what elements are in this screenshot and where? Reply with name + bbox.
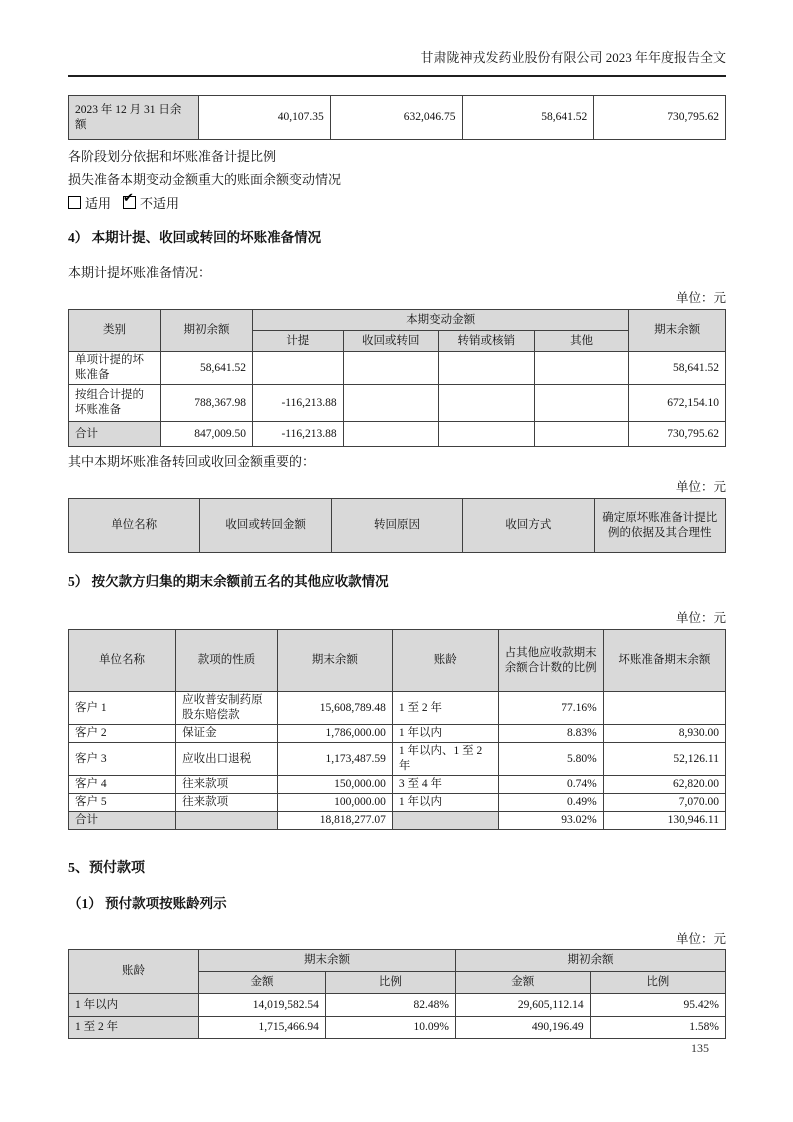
table-cell bbox=[534, 385, 629, 422]
table-header-row bbox=[69, 950, 726, 972]
table-cell: 847,009.50 bbox=[160, 422, 252, 447]
unit-label: 单位：元 bbox=[675, 611, 726, 625]
table-cell bbox=[438, 352, 534, 385]
table-row bbox=[69, 352, 726, 385]
table-cell: 1 年以内 bbox=[392, 725, 498, 743]
table-row bbox=[69, 794, 726, 812]
column-header: 其他 bbox=[534, 331, 629, 352]
section4-heading: 4） 本期计提、收回或转回的坏账准备情况 bbox=[68, 230, 322, 245]
recover-note: 其中本期坏账准备转回或收回金额重要的： bbox=[68, 454, 316, 469]
column-header: 收回方式 bbox=[463, 499, 594, 553]
column-header: 坏账准备期末余额 bbox=[603, 630, 725, 692]
column-header-group: 本期变动金额 bbox=[252, 310, 628, 331]
check-mark-icon: ✔ bbox=[123, 191, 134, 206]
not-applicable-label: 不适用 bbox=[140, 196, 180, 211]
prepayments-subheading: （1） 预付款项按账龄列示 bbox=[68, 896, 227, 911]
note-basis: 各阶段划分依据和坏账准备计提比例 bbox=[68, 149, 277, 164]
column-header-group: 期末余额 bbox=[199, 950, 456, 972]
table-header-row bbox=[69, 630, 726, 692]
table-cell: -116,213.88 bbox=[252, 422, 343, 447]
column-header: 账龄 bbox=[69, 950, 199, 994]
column-header: 确定原坏账准备计提比例的依据及其合理性 bbox=[594, 499, 725, 553]
table-cell: 29,605,112.14 bbox=[455, 994, 590, 1017]
table-cell: 客户 5 bbox=[69, 794, 176, 812]
table-row bbox=[69, 725, 726, 743]
page-number: 135 bbox=[691, 1041, 709, 1055]
table-cell bbox=[534, 352, 629, 385]
table-cell: 客户 1 bbox=[69, 692, 176, 725]
recovery-detail-table bbox=[68, 498, 726, 553]
applicable-label: 适用 bbox=[85, 196, 112, 211]
applicability-line bbox=[68, 191, 726, 212]
column-header: 收回或转回金额 bbox=[200, 499, 331, 553]
table-cell: 1 年以内、1 至 2 年 bbox=[392, 743, 498, 776]
table-row bbox=[69, 692, 726, 725]
table-cell: 672,154.10 bbox=[629, 385, 726, 422]
table-cell bbox=[343, 422, 438, 447]
table-cell: 往来款项 bbox=[176, 794, 278, 812]
table-cell: 10.09% bbox=[325, 1017, 455, 1039]
balance-stage-table bbox=[68, 95, 726, 140]
table-cell: 1.58% bbox=[590, 1017, 725, 1039]
column-header: 期初余额 bbox=[160, 310, 252, 352]
table-cell: 95.42% bbox=[590, 994, 725, 1017]
table-cell: 应收出口退税 bbox=[176, 743, 278, 776]
table-cell: 保证金 bbox=[176, 725, 278, 743]
column-header: 期末余额 bbox=[277, 630, 392, 692]
table-cell: 1,786,000.00 bbox=[277, 725, 392, 743]
note-major-change: 损失准备本期变动金额重大的账面余额变动情况 bbox=[68, 172, 342, 187]
checkbox-checked-icon bbox=[123, 191, 136, 209]
column-header: 单位名称 bbox=[69, 630, 176, 692]
table-cell: 788,367.98 bbox=[160, 385, 252, 422]
table-cell bbox=[176, 812, 278, 830]
table-cell: 490,196.49 bbox=[455, 1017, 590, 1039]
table-cell: 往来款项 bbox=[176, 776, 278, 794]
column-header: 收回或转回 bbox=[343, 331, 438, 352]
table-cell: 130,946.11 bbox=[603, 812, 725, 830]
table-cell: 8.83% bbox=[498, 725, 603, 743]
column-header: 转销或核销 bbox=[438, 331, 534, 352]
table-row bbox=[69, 385, 726, 422]
table-cell bbox=[534, 422, 629, 447]
total-label-cell: 合计 bbox=[69, 422, 161, 447]
table-cell: 8,930.00 bbox=[603, 725, 725, 743]
header-rule bbox=[68, 75, 726, 77]
table-header-row bbox=[69, 310, 726, 331]
column-header: 单位名称 bbox=[69, 499, 200, 553]
table-cell: 62,820.00 bbox=[603, 776, 725, 794]
prepayments-aging-table bbox=[68, 949, 726, 1039]
table-cell: 3 至 4 年 bbox=[392, 776, 498, 794]
table-cell: 15,608,789.48 bbox=[277, 692, 392, 725]
column-header: 账龄 bbox=[392, 630, 498, 692]
table-total-row bbox=[69, 812, 726, 830]
applicable-option bbox=[68, 196, 111, 211]
table-cell: 应收普安制药原股东赔偿款 bbox=[176, 692, 278, 725]
table-row bbox=[69, 743, 726, 776]
table-cell bbox=[343, 352, 438, 385]
table-cell: 58,641.52 bbox=[462, 96, 594, 140]
table-cell: 5.80% bbox=[498, 743, 603, 776]
table-cell: 1,715,466.94 bbox=[199, 1017, 326, 1039]
table-row bbox=[69, 1017, 726, 1039]
table-cell: 18,818,277.07 bbox=[277, 812, 392, 830]
column-header: 占其他应收款期末余额合计数的比例 bbox=[498, 630, 603, 692]
unit-label: 单位：元 bbox=[675, 932, 726, 946]
top5-other-receivables-table bbox=[68, 629, 726, 830]
column-header: 款项的性质 bbox=[176, 630, 278, 692]
table-cell: 1 年以内 bbox=[392, 794, 498, 812]
bad-debt-provision-table bbox=[68, 309, 726, 447]
table-cell: 客户 3 bbox=[69, 743, 176, 776]
row-label-cell: 按组合计提的坏账准备 bbox=[69, 385, 161, 422]
total-label-cell: 合计 bbox=[69, 812, 176, 830]
table-row bbox=[69, 994, 726, 1017]
column-header: 类别 bbox=[69, 310, 161, 352]
table-cell: 82.48% bbox=[325, 994, 455, 1017]
table-cell: 客户 4 bbox=[69, 776, 176, 794]
table-cell: 1,173,487.59 bbox=[277, 743, 392, 776]
unit-label: 单位：元 bbox=[675, 291, 726, 305]
column-header: 金额 bbox=[199, 972, 326, 994]
section5-heading: 5） 按欠款方归集的期末余额前五名的其他应收款情况 bbox=[68, 574, 389, 589]
table-cell: 7,070.00 bbox=[603, 794, 725, 812]
table-cell: 客户 2 bbox=[69, 725, 176, 743]
table-cell: 77.16% bbox=[498, 692, 603, 725]
table-cell bbox=[343, 385, 438, 422]
table-total-row bbox=[69, 422, 726, 447]
column-header: 比例 bbox=[325, 972, 455, 994]
not-applicable-option bbox=[123, 191, 180, 211]
unit-label: 单位：元 bbox=[675, 480, 726, 494]
document-header-title: 甘肃陇神戎发药业股份有限公司 2023 年年度报告全文 bbox=[420, 50, 726, 65]
table-cell: 58,641.52 bbox=[629, 352, 726, 385]
column-header: 转回原因 bbox=[331, 499, 462, 553]
table-cell: 100,000.00 bbox=[277, 794, 392, 812]
prepayments-heading: 5、预付款项 bbox=[68, 861, 145, 876]
table-cell bbox=[392, 812, 498, 830]
table-cell: 150,000.00 bbox=[277, 776, 392, 794]
row-label-cell: 1 年以内 bbox=[69, 994, 199, 1017]
section4-intro: 本期计提坏账准备情况： bbox=[68, 265, 212, 280]
table-cell: 0.49% bbox=[498, 794, 603, 812]
row-label-cell: 1 至 2 年 bbox=[69, 1017, 199, 1039]
row-label-cell: 单项计提的坏账准备 bbox=[69, 352, 161, 385]
table-cell: -116,213.88 bbox=[252, 385, 343, 422]
table-cell: 0.74% bbox=[498, 776, 603, 794]
table-cell: 1 至 2 年 bbox=[392, 692, 498, 725]
column-header: 期末余额 bbox=[629, 310, 726, 352]
column-header: 金额 bbox=[455, 972, 590, 994]
table-cell bbox=[603, 692, 725, 725]
column-header: 计提 bbox=[252, 331, 343, 352]
table-cell: 58,641.52 bbox=[160, 352, 252, 385]
table-row bbox=[69, 776, 726, 794]
table-cell bbox=[438, 385, 534, 422]
table-row bbox=[69, 96, 726, 140]
table-cell: 730,795.62 bbox=[629, 422, 726, 447]
row-label-cell: 2023 年 12 月 31 日余额 bbox=[69, 96, 199, 140]
column-header-group: 期初余额 bbox=[455, 950, 725, 972]
table-header-row bbox=[69, 499, 726, 553]
table-cell: 632,046.75 bbox=[330, 96, 462, 140]
checkbox-unchecked-icon bbox=[68, 196, 81, 209]
table-cell: 730,795.62 bbox=[594, 96, 726, 140]
table-cell: 14,019,582.54 bbox=[199, 994, 326, 1017]
table-cell: 93.02% bbox=[498, 812, 603, 830]
table-cell bbox=[252, 352, 343, 385]
table-cell: 52,126.11 bbox=[603, 743, 725, 776]
table-cell bbox=[438, 422, 534, 447]
column-header: 比例 bbox=[590, 972, 725, 994]
table-cell: 40,107.35 bbox=[199, 96, 331, 140]
